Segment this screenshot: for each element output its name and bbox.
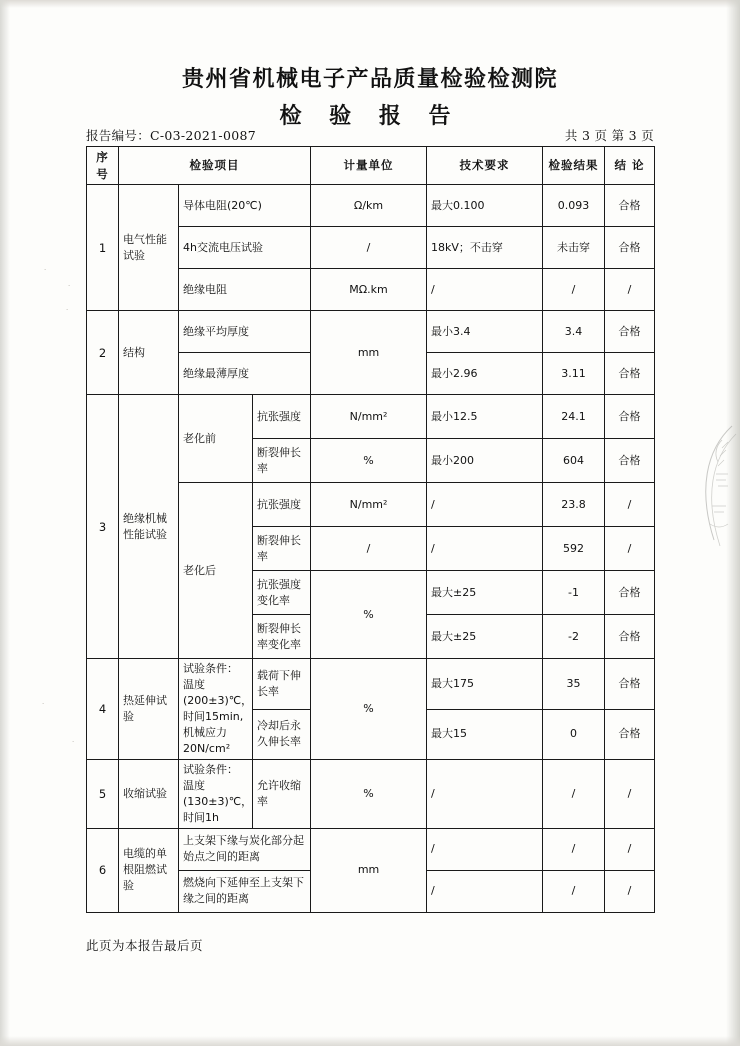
page-edge-shadow-top bbox=[0, 0, 740, 8]
col-result: 检验结果 bbox=[543, 147, 605, 185]
item-unit: % bbox=[311, 659, 427, 760]
item-unit: % bbox=[311, 571, 427, 659]
test-condition: 试验条件：温度(200±3)℃，时间15min,机械应力20N/cm² bbox=[179, 659, 253, 760]
scan-speck: · bbox=[44, 266, 47, 274]
item-unit: % bbox=[311, 759, 427, 828]
item-name: 允许收缩率 bbox=[253, 759, 311, 828]
item-result: 未击穿 bbox=[543, 227, 605, 269]
item-requirement: / bbox=[427, 828, 543, 870]
item-conclusion: 合格 bbox=[605, 395, 655, 439]
item-requirement: 最小3.4 bbox=[427, 311, 543, 353]
document-title: 检 验 报 告 bbox=[279, 103, 461, 129]
col-index: 序号 bbox=[87, 147, 119, 185]
item-requirement: 最小12.5 bbox=[427, 395, 543, 439]
group-name: 绝缘机械性能试验 bbox=[119, 395, 179, 659]
group-name: 电缆的单根阻燃试验 bbox=[119, 828, 179, 912]
item-conclusion: / bbox=[605, 759, 655, 828]
item-unit: mm bbox=[311, 311, 427, 395]
table-row bbox=[87, 828, 655, 870]
row-index: 4 bbox=[87, 659, 119, 760]
item-requirement: / bbox=[427, 483, 543, 527]
row-index: 3 bbox=[87, 395, 119, 659]
scan-speck: · bbox=[68, 282, 71, 290]
item-unit: N/mm² bbox=[311, 395, 427, 439]
item-name: 4h交流电压试验 bbox=[179, 227, 311, 269]
item-name: 抗张强度 bbox=[253, 395, 311, 439]
group-name: 热延伸试验 bbox=[119, 659, 179, 760]
item-unit: / bbox=[311, 527, 427, 571]
item-conclusion: 合格 bbox=[605, 615, 655, 659]
organization-title: 贵州省机械电子产品质量检验检测院 bbox=[181, 66, 558, 92]
item-requirement: 最大0.100 bbox=[427, 185, 543, 227]
official-seal-imprint bbox=[692, 420, 738, 570]
item-result: 3.11 bbox=[543, 353, 605, 395]
item-name: 断裂伸长率 bbox=[253, 527, 311, 571]
item-conclusion: 合格 bbox=[605, 571, 655, 615]
page-count: 共 3 页 第 3 页 bbox=[564, 128, 654, 143]
document-header bbox=[0, 62, 740, 130]
item-requirement: 18kV；不击穿 bbox=[427, 227, 543, 269]
item-result: 3.4 bbox=[543, 311, 605, 353]
item-name: 绝缘平均厚度 bbox=[179, 311, 311, 353]
table-row bbox=[87, 395, 655, 439]
item-result: / bbox=[543, 828, 605, 870]
item-name: 导体电阻(20℃) bbox=[179, 185, 311, 227]
page-edge-shadow-right bbox=[726, 0, 740, 1046]
table-row bbox=[87, 659, 655, 709]
subgroup-name: 老化后 bbox=[179, 483, 253, 659]
item-requirement: 最小2.96 bbox=[427, 353, 543, 395]
item-unit: / bbox=[311, 227, 427, 269]
table-header-row bbox=[87, 147, 655, 185]
group-name: 电气性能试验 bbox=[119, 185, 179, 311]
subgroup-name: 老化前 bbox=[179, 395, 253, 483]
item-name: 绝缘最薄厚度 bbox=[179, 353, 311, 395]
test-condition: 试验条件：温度(130±3)℃，时间1h bbox=[179, 759, 253, 828]
item-requirement: 最大175 bbox=[427, 659, 543, 709]
item-unit: Ω/km bbox=[311, 185, 427, 227]
table-row bbox=[87, 759, 655, 828]
row-index: 2 bbox=[87, 311, 119, 395]
item-conclusion: / bbox=[605, 527, 655, 571]
item-conclusion: 合格 bbox=[605, 659, 655, 709]
col-conclusion: 结 论 bbox=[605, 147, 655, 185]
footnote: 此页为本报告最后页 bbox=[86, 938, 204, 953]
col-item: 检验项目 bbox=[119, 147, 311, 185]
table-row bbox=[87, 311, 655, 353]
item-unit: % bbox=[311, 439, 427, 483]
item-result: -2 bbox=[543, 615, 605, 659]
item-conclusion: 合格 bbox=[605, 353, 655, 395]
item-conclusion: / bbox=[605, 828, 655, 870]
page-edge-shadow-left bbox=[0, 0, 10, 1046]
item-unit: mm bbox=[311, 828, 427, 912]
col-requirement: 技术要求 bbox=[427, 147, 543, 185]
item-requirement: 最小200 bbox=[427, 439, 543, 483]
item-result: 24.1 bbox=[543, 395, 605, 439]
item-name: 抗张强度变化率 bbox=[253, 571, 311, 615]
item-requirement: 最大15 bbox=[427, 709, 543, 759]
item-unit: MΩ.km bbox=[311, 269, 427, 311]
item-result: 0.093 bbox=[543, 185, 605, 227]
item-unit: N/mm² bbox=[311, 483, 427, 527]
item-result: 23.8 bbox=[543, 483, 605, 527]
report-meta bbox=[86, 126, 654, 144]
inspection-results-table bbox=[86, 146, 655, 913]
item-conclusion: 合格 bbox=[605, 439, 655, 483]
item-result: / bbox=[543, 759, 605, 828]
col-unit: 计量单位 bbox=[311, 147, 427, 185]
item-name: 断裂伸长率变化率 bbox=[253, 615, 311, 659]
item-result: 604 bbox=[543, 439, 605, 483]
item-result: 592 bbox=[543, 527, 605, 571]
group-name: 收缩试验 bbox=[119, 759, 179, 828]
item-conclusion: / bbox=[605, 870, 655, 912]
scan-speck: · bbox=[66, 306, 69, 314]
item-result: / bbox=[543, 870, 605, 912]
item-requirement: / bbox=[427, 269, 543, 311]
item-result: -1 bbox=[543, 571, 605, 615]
scan-speck: · bbox=[72, 738, 75, 746]
scan-speck: · bbox=[42, 700, 45, 708]
item-conclusion: / bbox=[605, 483, 655, 527]
item-conclusion: / bbox=[605, 269, 655, 311]
report-number: 报告编号：C-03-2021-0087 bbox=[86, 128, 256, 143]
item-conclusion: 合格 bbox=[605, 311, 655, 353]
item-requirement: / bbox=[427, 759, 543, 828]
item-name: 抗张强度 bbox=[253, 483, 311, 527]
item-name: 断裂伸长率 bbox=[253, 439, 311, 483]
group-name: 结构 bbox=[119, 311, 179, 395]
item-result: / bbox=[543, 269, 605, 311]
row-index: 5 bbox=[87, 759, 119, 828]
table-row bbox=[87, 185, 655, 227]
item-name: 绝缘电阻 bbox=[179, 269, 311, 311]
item-result: 35 bbox=[543, 659, 605, 709]
item-requirement: 最大±25 bbox=[427, 615, 543, 659]
item-result: 0 bbox=[543, 709, 605, 759]
item-name: 燃烧向下延伸至上支架下缘之间的距离 bbox=[179, 870, 311, 912]
row-index: 6 bbox=[87, 828, 119, 912]
row-index: 1 bbox=[87, 185, 119, 311]
item-requirement: 最大±25 bbox=[427, 571, 543, 615]
item-conclusion: 合格 bbox=[605, 227, 655, 269]
item-name: 冷却后永久伸长率 bbox=[253, 709, 311, 759]
item-requirement: / bbox=[427, 870, 543, 912]
item-conclusion: 合格 bbox=[605, 709, 655, 759]
item-name: 上支架下缘与炭化部分起始点之间的距离 bbox=[179, 828, 311, 870]
page-edge-shadow-bottom bbox=[0, 1036, 740, 1046]
item-requirement: / bbox=[427, 527, 543, 571]
item-name: 载荷下伸长率 bbox=[253, 659, 311, 709]
item-conclusion: 合格 bbox=[605, 185, 655, 227]
